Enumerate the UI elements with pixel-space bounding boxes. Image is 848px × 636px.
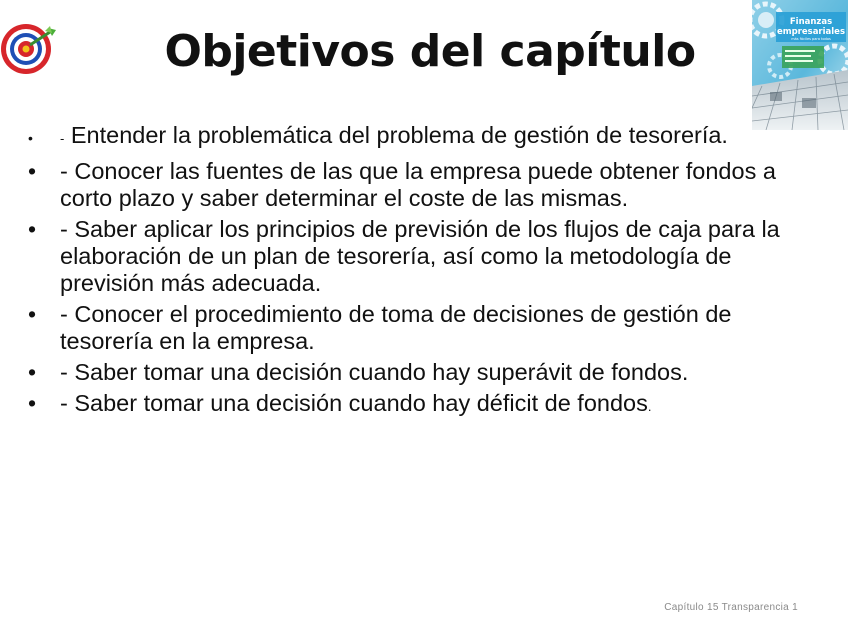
bullet-text: - Saber tomar una decisión cuando hay déficit de fondos bbox=[60, 390, 648, 416]
bullet-glyph: • bbox=[28, 301, 37, 327]
book-title-line1: Finanzas bbox=[789, 17, 833, 27]
bullet-prefix: - bbox=[60, 131, 65, 146]
bullet-text: Entender la problemática del problema de gestión de tesorería. bbox=[64, 122, 728, 148]
list-item bbox=[24, 359, 814, 386]
bullet-glyph: • bbox=[28, 359, 37, 385]
bullet-glyph: • bbox=[28, 158, 37, 184]
list-item bbox=[24, 390, 814, 420]
bullet-suffix: . bbox=[647, 399, 652, 414]
book-subtitle: más fáciles para todos bbox=[791, 37, 831, 41]
list-item bbox=[24, 122, 814, 152]
list-item bbox=[24, 301, 814, 355]
slide-title: Objetivos del capítulo bbox=[164, 26, 696, 77]
list-item bbox=[24, 158, 814, 212]
bullet-text: - Conocer el procedimiento de toma de decisiones de gestión de tesorería en la empresa. bbox=[60, 301, 732, 354]
bullet-text: - Saber aplicar los principios de previsión de los flujos de caja para la elaboración de un plan de tesorería, así como la metodología de previsión más adecuada. bbox=[60, 216, 780, 296]
book-title-line2: empresariales bbox=[776, 27, 846, 37]
objectives-list bbox=[24, 122, 814, 424]
slide-footer: Capítulo 15 Transparencia 1 bbox=[664, 602, 798, 613]
bullet-glyph: • bbox=[28, 130, 33, 146]
bullet-glyph: • bbox=[28, 216, 37, 242]
book-cover-image bbox=[752, 0, 848, 130]
bullet-text: - Saber tomar una decisión cuando hay superávit de fondos. bbox=[60, 359, 689, 385]
target-icon bbox=[0, 20, 58, 78]
list-item bbox=[24, 216, 814, 297]
bullet-glyph: • bbox=[28, 390, 37, 416]
bullet-text: - Conocer las fuentes de las que la empresa puede obtener fondos a corto plazo y saber determinar el coste de las mismas. bbox=[60, 158, 776, 211]
